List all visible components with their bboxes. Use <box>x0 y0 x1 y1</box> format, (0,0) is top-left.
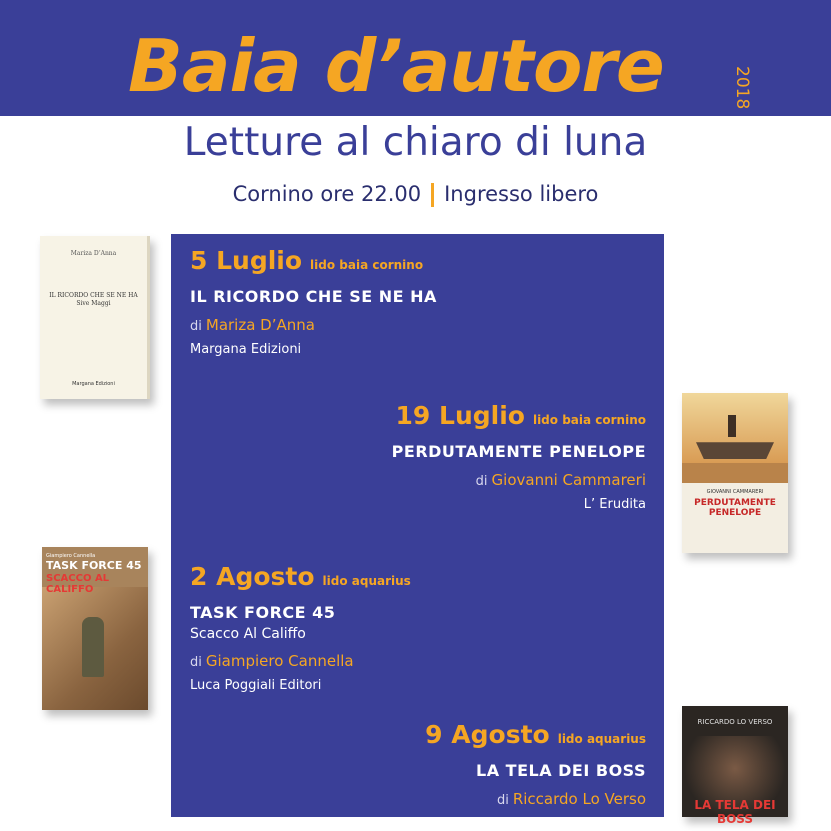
cover-title-text: IL RICORDO CHE SE NE HA <box>49 292 138 299</box>
book-cover-il-ricordo <box>40 236 150 399</box>
book-cover-perdutamente-penelope <box>682 393 788 553</box>
author-line <box>190 316 437 334</box>
cover-author: Mariza D’Anna <box>70 250 117 257</box>
event-date: 5 Luglio <box>190 246 303 275</box>
cover-title-line1: TASK FORCE 45 <box>46 559 142 572</box>
author-line <box>190 652 411 670</box>
cover-extra: Sive Maggi <box>76 300 111 308</box>
cover-author: RICCARDO LO VERSO <box>697 718 773 726</box>
cover-title: LA TELA DEI BOSS <box>694 798 776 826</box>
book-title: IL RICORDO CHE SE NE HA <box>190 287 437 306</box>
cover-title-line2: PENELOPE <box>708 507 762 518</box>
event-venue: lido baia cornino <box>532 413 646 427</box>
entry-info: Ingresso libero <box>444 182 599 206</box>
author-line <box>392 471 646 489</box>
event-venue: lido aquarius <box>557 732 646 746</box>
event-info <box>0 182 831 207</box>
author-name: Mariza D’Anna <box>205 316 315 334</box>
location-time: Cornino ore 22.00 <box>232 182 422 206</box>
cover-title <box>682 499 788 519</box>
event-subtitle: Letture al chiaro di luna <box>183 120 648 165</box>
cover-author: Giampiero Cannella <box>46 553 96 559</box>
author-line <box>425 790 646 808</box>
cover-title-line2: SCACCO AL CALIFFO <box>46 573 110 595</box>
event-date: 19 Luglio <box>395 401 525 430</box>
event-card-2 <box>392 401 646 512</box>
by-prefix: di <box>190 655 202 670</box>
event-date: 9 Agosto <box>425 720 550 749</box>
publisher: Margana Edizioni <box>190 342 302 357</box>
by-prefix: di <box>475 474 488 489</box>
cover-title-line1: PERDUTAMENTE <box>694 498 776 508</box>
publisher: Luca Poggiali Editori <box>190 678 322 693</box>
event-year: 2018 <box>732 66 752 110</box>
event-card-4 <box>425 720 646 831</box>
separator-bar <box>431 183 434 207</box>
author-name: Giampiero Cannella <box>205 652 354 670</box>
event-card-3 <box>190 562 411 693</box>
cover-sea <box>682 463 788 483</box>
soldier-figure <box>82 617 104 677</box>
ship-stack <box>728 415 736 437</box>
publisher: L’ Erudita <box>583 497 646 512</box>
event-venue: lido baia cornino <box>310 258 424 272</box>
book-title: PERDUTAMENTE PENELOPE <box>391 442 646 461</box>
book-cover-task-force-45 <box>42 547 148 710</box>
cover-publisher: Margana Edizioni <box>72 381 115 387</box>
event-title: Baia d’autore <box>128 24 664 108</box>
event-venue: lido aquarius <box>322 574 411 588</box>
event-date: 2 Agosto <box>190 562 315 591</box>
event-card-1 <box>190 246 437 357</box>
book-title: LA TELA DEI BOSS <box>476 761 646 780</box>
by-prefix: di <box>496 793 509 808</box>
book-cover-la-tela-dei-boss <box>682 706 788 826</box>
by-prefix: di <box>190 319 202 334</box>
book-subtitle: Scacco Al Califfo <box>190 626 306 642</box>
author-name: Giovanni Cammareri <box>491 471 646 489</box>
cover-title <box>46 292 141 309</box>
cover-author: GIOVANNI CAMMARERI <box>706 489 764 495</box>
publisher: I Libri di S <box>581 816 646 831</box>
book-title: TASK FORCE 45 <box>190 603 336 622</box>
author-name: Riccardo Lo Verso <box>512 790 646 808</box>
